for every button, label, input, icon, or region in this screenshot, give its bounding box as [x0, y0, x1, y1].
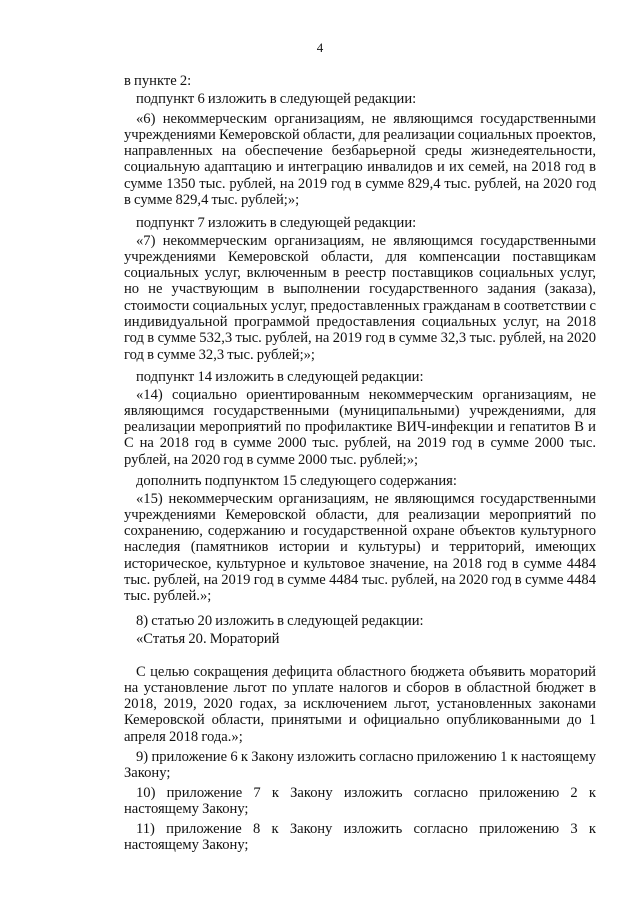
paragraph-moratorium: С целью сокращения дефицита областного бюджета объявить мораторий на установление льгот по уплате налогов и сборов в областной бюджет в 2018, 2019, 2020 годах, за исключением льгот, установленных законами Кемеровской области, принятыми и официально опубликованными до 1 апреля 2018 года.»; [124, 663, 596, 745]
paragraph-item10: 10) приложение 7 к Закону изложить согласно приложению 2 к настоящему Закону; [124, 784, 596, 817]
page-number: 4 [316, 40, 324, 55]
paragraph-subpoint7-lead: подпункт 7 изложить в следующей редакции: [136, 214, 417, 231]
paragraph-subpoint6: «6) некоммерческим организациям, не являющимся государственными учреждениями Кемеровской области, для реализации социальных проектов, направленных на обеспечение безбарьерной среды жизнедеятельности, социальную адаптацию и интеграцию инвалидов и их семей, на 2018 год в сумме 1350 тыс. рублей, на 2019 год в сумме 829,4 тыс. рублей, на 2020 год в сумме 829,4 тыс. рублей;»; [124, 110, 596, 209]
paragraph-subpoint14-lead: подпункт 14 изложить в следующей редакции: [136, 368, 424, 385]
paragraph-intro: в пункте 2: [124, 72, 192, 89]
paragraph-subpoint14: «14) социально ориентированным некоммерческим организациям, не являющимся государственными (муниципальными) учреждениями, для реализации мероприятий по профилактике ВИЧ-инфекции и гепатитов В и С на 2018 год в сумме 2000 тыс. рублей, на 2019 год в сумме 2000 тыс. рублей, на 2020 год в сумме 2000 тыс. рублей;»; [124, 386, 596, 468]
paragraph-subpoint6-lead: подпункт 6 изложить в следующей редакции: [136, 90, 417, 107]
paragraph-item9: 9) приложение 6 к Закону изложить согласно приложению 1 к настоящему Закону; [124, 748, 596, 781]
article-20-heading: «Статья 20. Мораторий [136, 630, 280, 647]
paragraph-item8: 8) статью 20 изложить в следующей редакции: [136, 612, 424, 629]
paragraph-subpoint15: «15) некоммерческим организациям, не являющимся государственными учреждениями Кемеровской области, для реализации мероприятий по сохранению, содержанию и государственной охране объектов культурного наследия (памятников истории и культуры) и территорий, имеющих историческое, культурное и культовое значение, на 2018 год в сумме 4484 тыс. рублей, на 2019 год в сумме 4484 тыс. рублей, на 2020 год в сумме 4484 тыс. рублей.»; [124, 490, 596, 605]
paragraph-item11: 11) приложение 8 к Закону изложить согласно приложению 3 к настоящему Закону; [124, 820, 596, 853]
paragraph-subpoint15-lead: дополнить подпунктом 15 следующего содержания: [136, 472, 457, 489]
paragraph-subpoint7: «7) некоммерческим организациям, не являющимся государственными учреждениями Кемеровской области, для компенсации поставщикам социальных услуг, включенным в реестр поставщиков социальных услуг, но не участвующим в выполнении государственного задания (заказа), стоимости социальных услуг, предоставленных гражданам в соответствии с индивидуальной программой предоставления социальных услуг, на 2018 год в сумме 532,3 тыс. рублей, на 2019 год в сумме 32,3 тыс. рублей, на 2020 год в сумме 32,3 тыс. рублей;»; [124, 232, 596, 363]
